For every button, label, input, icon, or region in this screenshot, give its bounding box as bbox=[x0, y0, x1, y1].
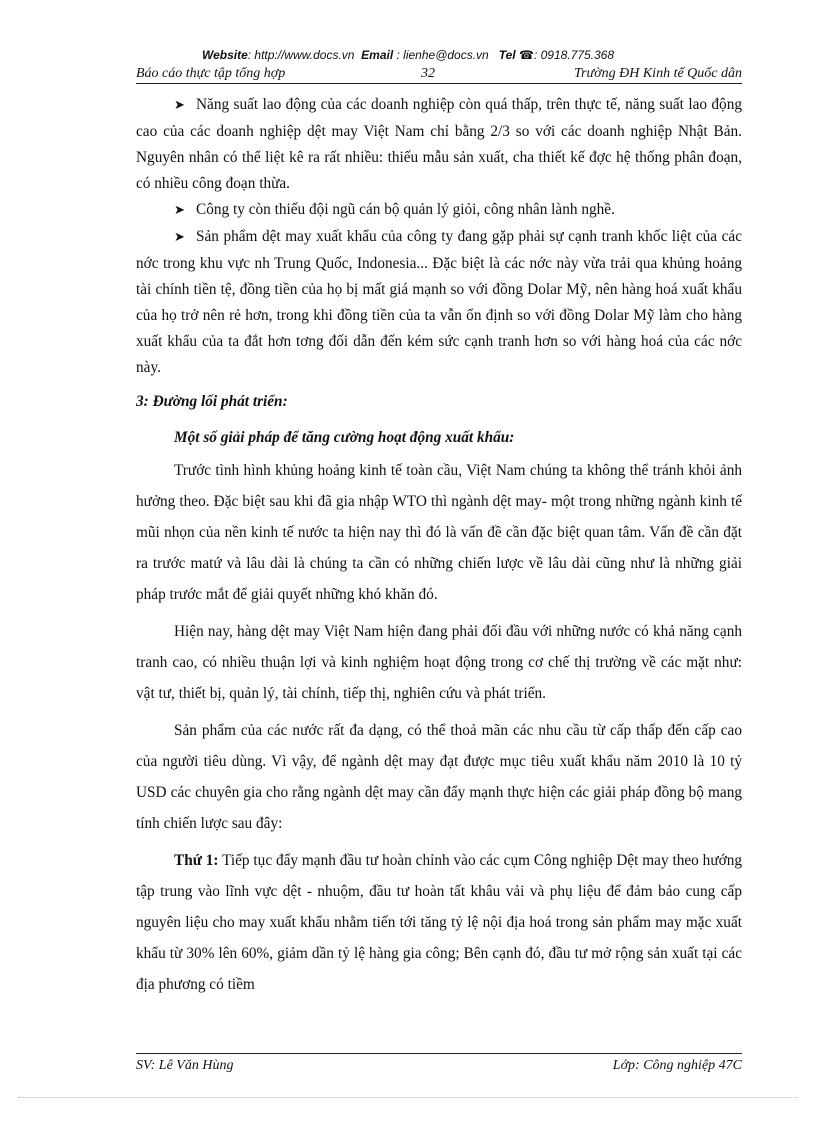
bullet-item: ➤ Sản phẩm dệt may xuất khẩu của công ty đang gặp phải sự cạnh tranh khốc liệt của các nớc trong khu vực nh Trung Quốc, Indonesia... Đặc biệt là các nớc này vừa trải qua khủng hoảng tài chính tiền tệ, đồng tiền của họ bị mất giá mạnh so với đồng Dolar Mỹ, nên hàng hoá xuất khẩu của họ trở nên rẻ hơn, trong khi đồng tiền của ta vẫn ổn định so với đồng Dolar Mỹ làm cho hàng xuất khẩu của ta đắt hơn tơng đối dẫn đến kém sức cạnh tranh hơn so với hàng hoá của các nớc này. bbox=[136, 224, 742, 381]
email-value: : lienhe@docs.vn bbox=[396, 48, 489, 62]
website-url: : http://www.docs.vn bbox=[247, 48, 355, 62]
page-body bbox=[136, 92, 742, 1000]
phone-icon: ☎ bbox=[519, 48, 534, 62]
footer-student: SV: Lê Văn Hùng bbox=[136, 1058, 234, 1073]
site-contact-line bbox=[0, 48, 816, 62]
tel-label: Tel bbox=[498, 48, 516, 62]
header-university: Trường ĐH Kinh tế Quốc dân bbox=[574, 66, 742, 81]
subsection-title: Một số giải pháp để tăng cường hoạt động xuất khẩu: bbox=[174, 429, 515, 446]
arrow-bullet-icon: ➤ bbox=[174, 230, 185, 245]
page-number: 32 bbox=[421, 66, 435, 81]
arrow-bullet-icon: ➤ bbox=[174, 98, 185, 113]
email-label: Email bbox=[361, 48, 394, 62]
arrow-bullet-icon: ➤ bbox=[174, 203, 185, 218]
website-label: Website bbox=[201, 48, 248, 62]
bullet-item: ➤ Công ty còn thiếu đội ngũ cán bộ quản lý giỏi, công nhân lành nghề. bbox=[136, 197, 742, 224]
page-header bbox=[136, 65, 742, 84]
paragraph-lead: Thứ 1: bbox=[174, 852, 219, 869]
body-paragraph: Trước tình hình khủng hoảng kinh tế toàn cầu, Việt Nam chúng ta không thể tránh khỏi ảnh hưởng theo. Đặc biệt sau khi đã gia nhập WTO thì ngành dệt may- một trong những ngành kinh tế mũi nhọn của nền kinh tế nước ta hiện nay thì đó là vấn đề cần đặc biệt quan tâm. Vấn đề cần đặt ra trước matứ và lâu dài là chúng ta cần có những chiến lược về lâu dài cũng như là những giải pháp trước mắt để giải quyết những khó khăn đó. bbox=[136, 462, 742, 603]
footer-class: Lớp: Công nghiệp 47C bbox=[612, 1058, 742, 1073]
body-paragraph: Hiện nay, hàng dệt may Việt Nam hiện đang phải đối đầu với những nước có khả năng cạnh tranh cao, có nhiều thuận lợi và kinh nghiệm hoạt động trong cơ chế thị trường về các mặt như: vật tư, thiết bị, quản lý, tài chính, tiếp thị, nghiên cứu và phát triển. bbox=[136, 623, 742, 702]
page-bottom-divider bbox=[18, 1097, 798, 1098]
bullet-item: ➤ Năng suất lao động của các doanh nghiệp còn quá thấp, trên thực tế, năng suất lao động cao của các doanh nghiệp dệt may Việt Nam chỉ bằng 2/3 so với các doanh nghiệp Nhật Bản. Nguyên nhân có thể liệt kê ra rất nhiều: thiếu mẫu sản xuất, cha thiết kế đợc hệ thống phân đoạn, có nhiều công đoạn thừa. bbox=[136, 92, 742, 197]
tel-value: : 0918.775.368 bbox=[533, 48, 615, 62]
header-report-title: Báo cáo thực tập tổng hợp bbox=[136, 66, 286, 81]
body-paragraph: Thứ 1: Tiếp tục đẩy mạnh đầu tư hoàn chỉnh vào các cụm Công nghiệp Dệt may theo hướng tập trung vào lĩnh vực dệt - nhuộm, đầu tư hoàn tất khâu vải và phụ liệu để đảm bảo cung cấp nguyên liệu cho may xuất khẩu nhằm tiến tới tăng tỷ lệ nội địa hoá trong sản phẩm may mặc xuất khẩu từ 30% lên 60%, giảm dần tỷ lệ hàng gia công; Bên cạnh đó, đầu tư mở rộng sản xuất tại các địa phương có tiềm bbox=[136, 852, 742, 993]
page-footer bbox=[136, 1053, 742, 1074]
section-title: 3: Đường lối phát triển: bbox=[136, 393, 288, 410]
body-paragraph: Sản phẩm của các nước rất đa dạng, có thể thoả mãn các nhu cầu từ cấp thấp đến cấp cao của người tiêu dùng. Vì vậy, để ngành dệt may đạt được mục tiêu xuất khẩu năm 2010 là 10 tỷ USD các chuyên gia cho rằng ngành dệt may cần đẩy mạnh thực hiện các giải pháp đồng bộ mang tính chiến lược sau đây: bbox=[136, 722, 742, 832]
